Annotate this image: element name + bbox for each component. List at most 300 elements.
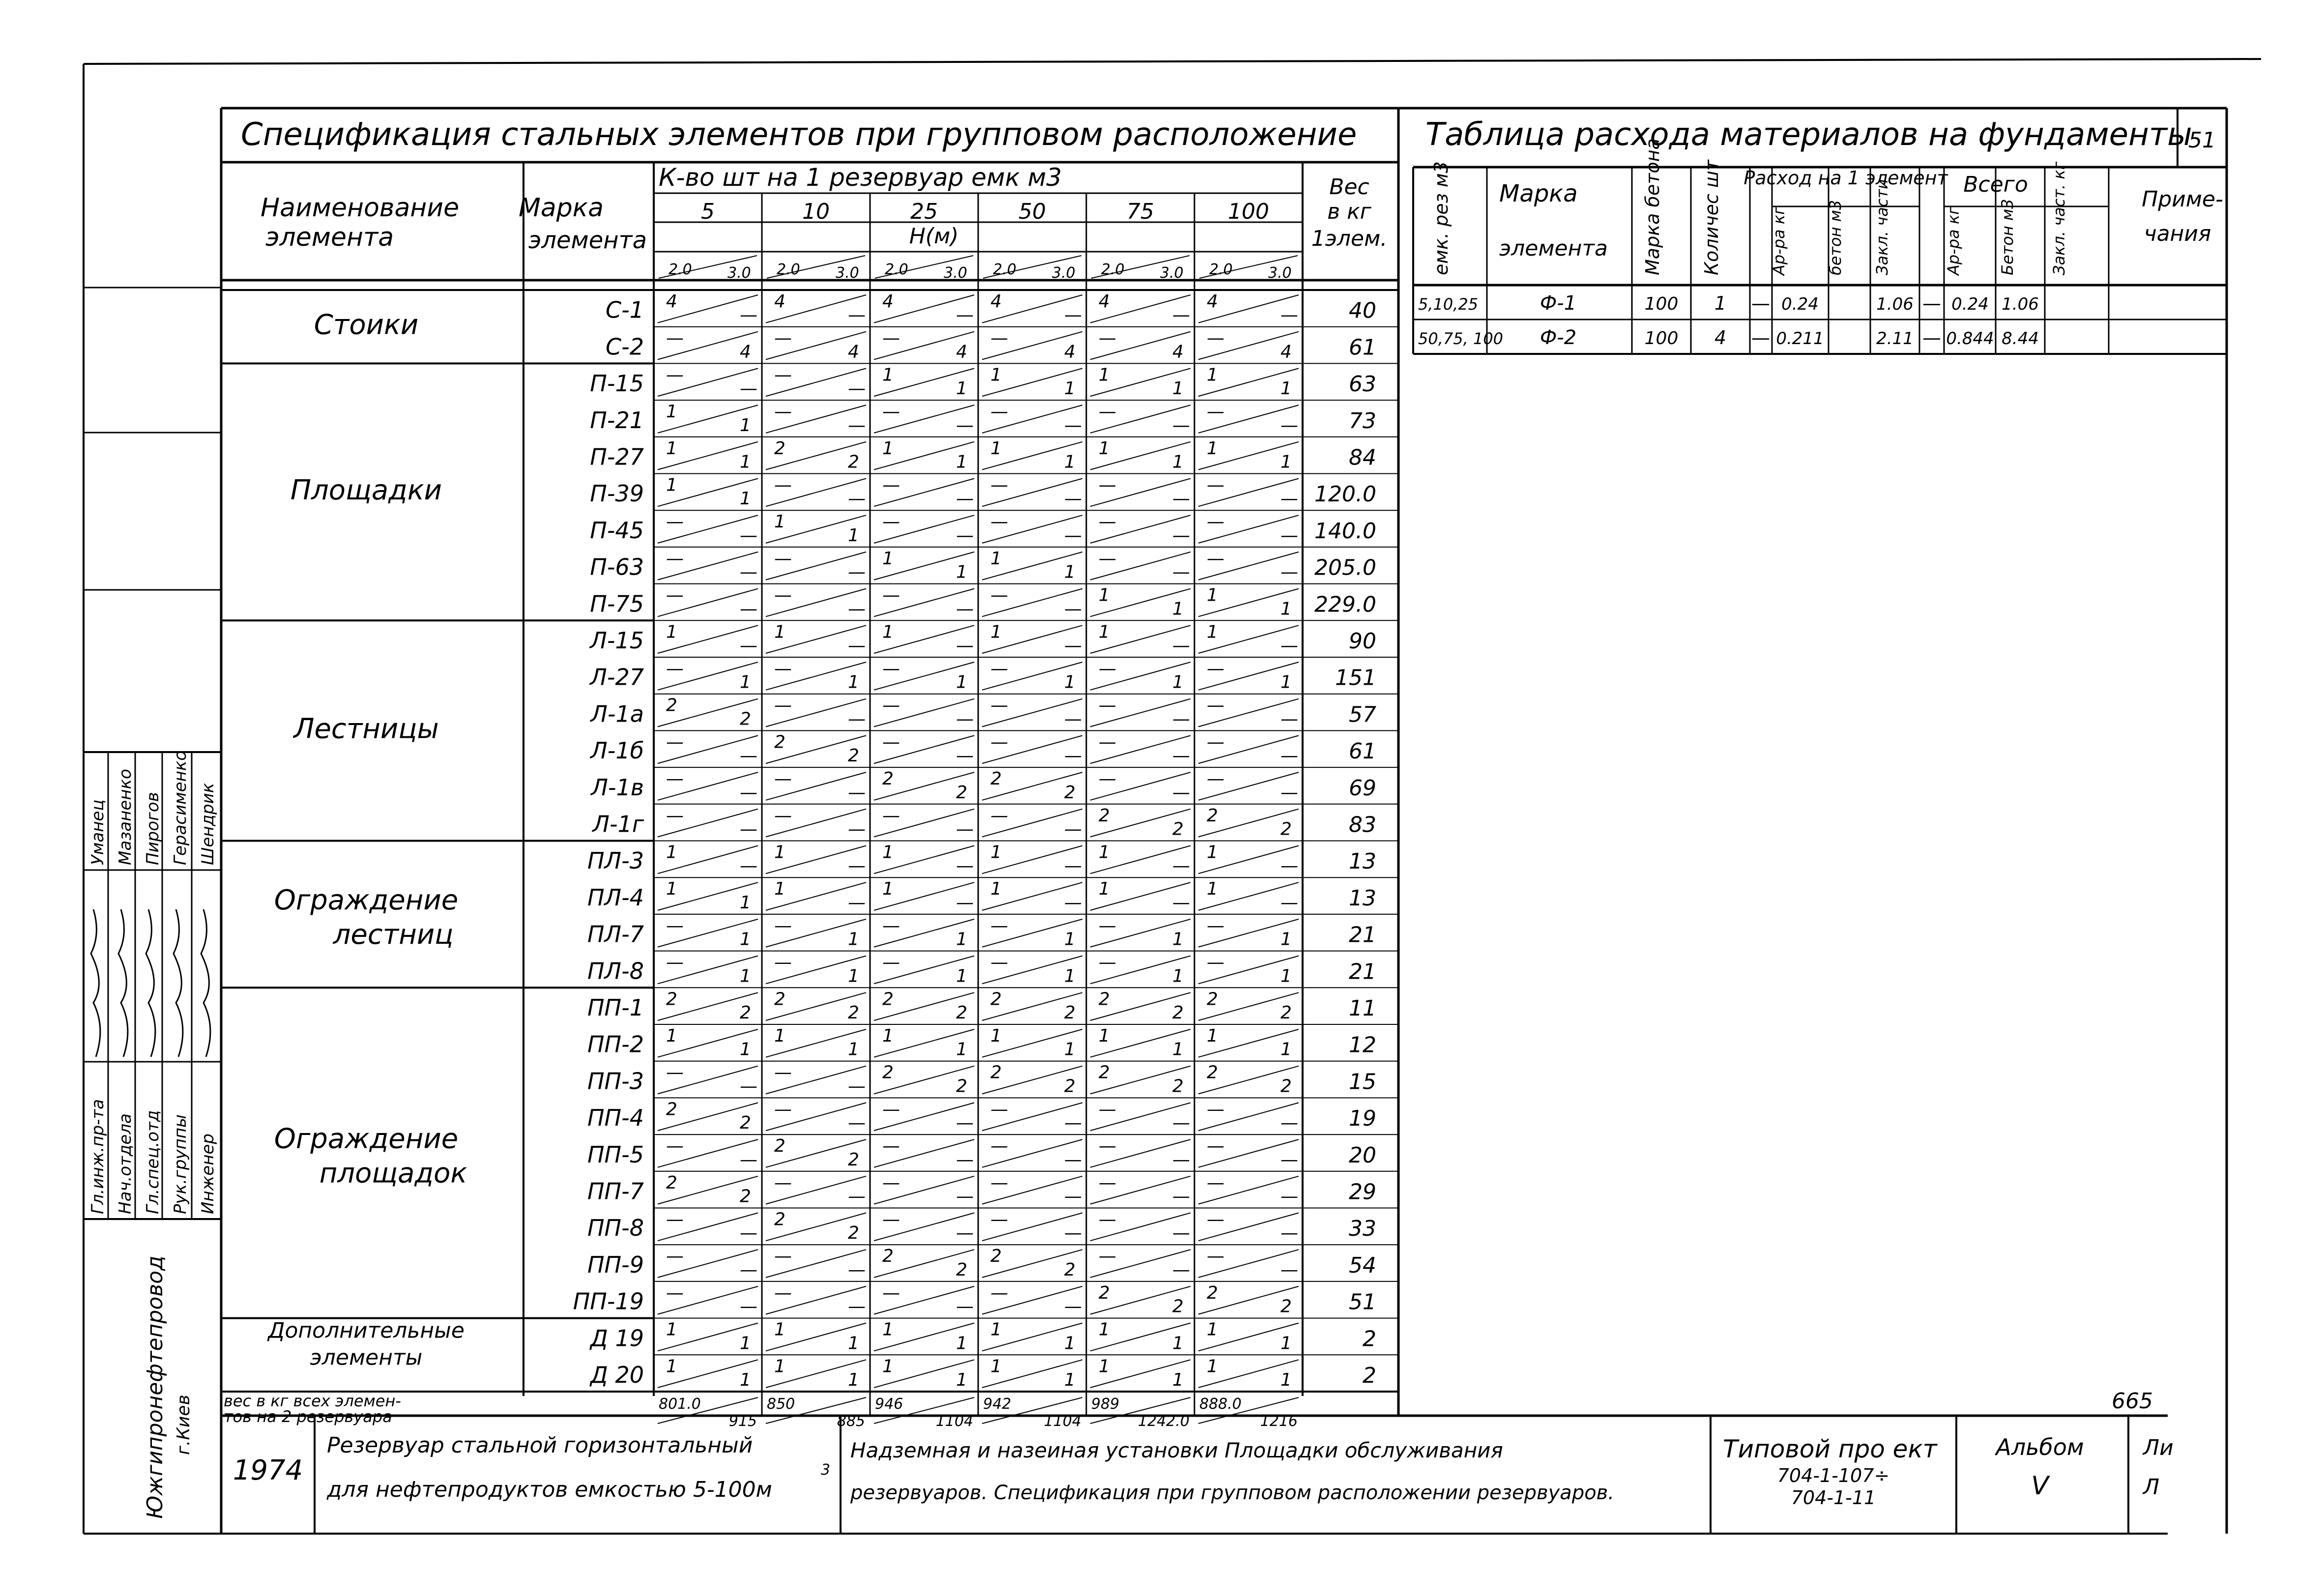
spec-height-sub: 2.0 (1209, 261, 1233, 278)
signature-mark (91, 909, 100, 1057)
spec-qty-h2: — (1207, 402, 1224, 422)
spec-qty-h3: 1 (1064, 378, 1075, 399)
spec-qty-h2: — (774, 365, 792, 385)
spec-qty-h3: 2 (740, 709, 751, 729)
spec-qty-h3: — (848, 1113, 866, 1134)
spec-group-name: Стоики (314, 309, 419, 341)
spec-qty-h2: — (1099, 512, 1116, 532)
spec-qty-h3: — (740, 562, 757, 582)
spec-qty-h3: — (1172, 1186, 1190, 1207)
spec-qty-h3: — (1064, 856, 1082, 876)
spec-qty-h3: — (956, 709, 974, 729)
spec-qty-h2: 2 (774, 732, 785, 753)
spec-mark-cell: Д 20 (590, 1362, 644, 1388)
spec-qty-h2: 2 (882, 769, 894, 789)
spec-qty-h2: — (1207, 695, 1224, 716)
spec-qty-h2: 1 (990, 1356, 1002, 1377)
stamp-org: Южгипронефтепровод (143, 1255, 168, 1519)
spec-weight-cell: 90 (1349, 629, 1376, 654)
spec-qty-h2: — (774, 659, 792, 679)
spec-qty-h2: — (774, 548, 792, 569)
foundation-total-beton-cell: 0.24 (1951, 294, 1989, 314)
spec-weight-cell: 20 (1349, 1142, 1376, 1168)
spec-qty-h2: — (666, 732, 684, 753)
spec-mark-cell: С-1 (606, 296, 644, 323)
stamp-project-label: Типовой про ект (1723, 1435, 1937, 1463)
signoff-role: Инженер (198, 1134, 218, 1214)
spec-qty-h2: — (990, 402, 1008, 422)
spec-qty-h3: — (1280, 1259, 1298, 1280)
spec-mark-cell: П-15 (590, 370, 644, 397)
foundation-zakl-cell: 1.06 (1876, 294, 1914, 314)
spec-qty-h2: — (666, 1246, 684, 1267)
spec-qty-h3: — (1064, 1223, 1082, 1244)
spec-capacity-label: 50 (1018, 199, 1046, 224)
spec-qty-h2: — (774, 402, 792, 422)
spec-mark-cell: ПП-3 (587, 1068, 644, 1095)
spec-qty-h3: — (956, 892, 974, 913)
foundation-total-arm-cell: — (1922, 292, 1941, 314)
spec-qty-h3: 1 (848, 672, 859, 693)
spec-qty-h3: — (1280, 856, 1298, 876)
spec-qty-h3: 1 (956, 1370, 967, 1390)
spec-qty-h3: — (1172, 636, 1190, 656)
spec-mark-cell: ПЛ-3 (587, 847, 644, 874)
spec-capacity-label: 100 (1228, 199, 1269, 224)
spec-qty-h2: — (666, 1062, 684, 1083)
spec-qty-h3: 1 (740, 892, 751, 913)
spec-weight-cell: 205.0 (1314, 555, 1376, 581)
spec-mark-cell: ПП-5 (587, 1141, 644, 1168)
spec-qty-h2: 1 (1207, 1319, 1218, 1340)
foundation-header-notes: Приме- (2142, 187, 2223, 212)
foundation-arm-cell: — (1751, 292, 1770, 314)
foundation-title: Таблица расхода материалов на фундаменты (1425, 116, 2192, 153)
spec-qty-h3: 1 (740, 1333, 751, 1354)
spec-qty-h3: 1 (1172, 966, 1184, 987)
spec-qty-h3: — (1172, 856, 1190, 876)
spec-height-sub: 2.0 (777, 261, 800, 278)
spec-qty-h2: 1 (774, 512, 785, 532)
spec-qty-h3: 1 (740, 1039, 751, 1060)
spec-qty-h2: 1 (990, 548, 1002, 569)
signoff-name: Герасименко (171, 750, 190, 865)
spec-qty-h3: 2 (1172, 819, 1184, 840)
foundation-header-notes: чания (2144, 221, 2211, 246)
spec-qty-h3: — (956, 1223, 974, 1244)
spec-qty-h2: — (1099, 1099, 1116, 1120)
spec-qty-h2: 1 (774, 1026, 785, 1046)
spec-qty-h3: — (1064, 305, 1082, 325)
spec-qty-h3: — (1172, 1223, 1190, 1244)
spec-qty-h3: 1 (848, 1333, 859, 1354)
foundation-zakl-cell: 2.11 (1876, 329, 1914, 349)
spec-qty-h3: 2 (848, 746, 859, 766)
spec-mark-cell: П-27 (590, 443, 644, 470)
spec-qty-h2: — (666, 1209, 684, 1230)
spec-qty-h3: 2 (848, 1149, 859, 1170)
spec-qty-h2: 1 (882, 622, 894, 642)
spec-qty-h2: 2 (1207, 1062, 1218, 1083)
foundation-header-qty: Количес шт (1701, 160, 1722, 275)
spec-qty-h3: 4 (1172, 342, 1184, 362)
spec-qty-h2: — (990, 952, 1008, 973)
spec-qty-h3: — (956, 415, 974, 436)
spec-qty-h2: 1 (666, 1026, 677, 1046)
spec-qty-h2: 1 (882, 548, 894, 569)
spec-qty-h3: — (1280, 1186, 1298, 1207)
spec-qty-h3: 2 (740, 1113, 751, 1134)
spec-qty-h2: — (1207, 328, 1224, 349)
spec-qty-h2: — (1099, 915, 1116, 936)
foundation-mark-cell: Ф-2 (1540, 326, 1577, 349)
spec-qty-h3: 2 (1280, 819, 1292, 840)
spec-qty-h2: 2 (990, 1062, 1002, 1083)
spec-qty-h2: 1 (990, 879, 1002, 900)
spec-qty-h3: — (1280, 562, 1298, 582)
spec-qty-h3: — (1280, 782, 1298, 803)
spec-qty-h3: 1 (740, 452, 751, 472)
spec-weight-cell: 13 (1349, 849, 1376, 874)
spec-qty-h3: 1 (1172, 929, 1184, 950)
spec-qty-h2: — (1207, 1209, 1224, 1230)
spec-qty-h3: 1 (1064, 929, 1075, 950)
stamp-album-label: Альбом (1996, 1434, 2084, 1460)
spec-mark-cell: Л-27 (590, 664, 644, 691)
spec-qty-h2: 1 (774, 1356, 785, 1377)
spec-qty-h3: 2 (848, 1003, 859, 1023)
spec-qty-h3: — (740, 305, 757, 325)
spec-qty-h2: 2 (774, 1136, 785, 1157)
spec-group-name: Ограждение (274, 884, 459, 916)
spec-qty-h3: — (740, 599, 757, 619)
spec-qty-h3: 1 (1280, 929, 1292, 950)
spec-weight-cell: 61 (1349, 335, 1376, 360)
spec-qty-h3: 1 (740, 415, 751, 436)
foundation-mark-cell: Ф-1 (1540, 292, 1577, 315)
spec-qty-h3: 1 (956, 1333, 967, 1354)
spec-qty-h2: 1 (1099, 585, 1110, 606)
spec-qty-h3: — (956, 746, 974, 766)
spec-qty-h2: 1 (1099, 365, 1110, 385)
spec-qty-h3: — (740, 1076, 757, 1097)
spec-qty-h3: 1 (1172, 1039, 1184, 1060)
spec-qty-h2: — (1099, 659, 1116, 679)
spec-qty-h3: 1 (1280, 378, 1292, 399)
spec-qty-h2: — (1207, 732, 1224, 753)
spec-qty-h2: 1 (1099, 879, 1110, 900)
spec-qty-h3: 1 (740, 929, 751, 950)
spec-qty-h3: 1 (1064, 1039, 1075, 1060)
spec-weight-cell: 151 (1335, 665, 1376, 691)
spec-height-sub: 2.0 (668, 261, 692, 278)
spec-mark-cell: ПЛ-4 (587, 884, 644, 911)
stamp-sheet-value: Л (2143, 1475, 2160, 1500)
spec-qty-h2: 1 (1099, 438, 1110, 459)
spec-qty-h2: 1 (1207, 438, 1218, 459)
spec-qty-h2: — (882, 952, 900, 973)
spec-qty-h2: — (666, 952, 684, 973)
spec-qty-h3: — (1280, 746, 1298, 766)
spec-title: Спецификация стальных элементов при групповом расположение (241, 116, 1357, 153)
spec-qty-h2: — (990, 1209, 1008, 1230)
spec-weight-cell: 40 (1349, 298, 1376, 323)
spec-total-h3: 1104 (1044, 1413, 1081, 1430)
spec-qty-h3: 1 (956, 672, 967, 693)
spec-qty-h3: — (1280, 415, 1298, 436)
spec-header-mark: Марка (519, 193, 604, 223)
spec-qty-h2: — (882, 695, 900, 716)
spec-qty-h3: 1 (1280, 599, 1292, 619)
spec-qty-h3: — (848, 636, 866, 656)
signoff-name: Шендрик (198, 783, 218, 865)
spec-qty-h3: — (1064, 415, 1082, 436)
spec-qty-h3: 2 (956, 1003, 967, 1023)
stamp-album-value: V (2031, 1471, 2049, 1501)
spec-qty-h3: — (956, 525, 974, 546)
spec-qty-h3: — (1172, 746, 1190, 766)
spec-qty-h2: — (666, 328, 684, 349)
spec-qty-h3: 2 (1064, 1259, 1075, 1280)
foundation-cap-cell: 50,75, 100 (1418, 329, 1504, 348)
spec-qty-h2: — (774, 695, 792, 716)
spec-qty-h2: — (1207, 1172, 1224, 1193)
spec-mark-cell: ПП-7 (587, 1178, 644, 1205)
spec-qty-h2: — (666, 805, 684, 826)
spec-qty-h3: — (1280, 892, 1298, 913)
spec-qty-h2: — (1207, 659, 1224, 679)
spec-qty-h3: 1 (1280, 672, 1292, 693)
spec-qty-h3: 1 (1064, 562, 1075, 582)
spec-qty-h2: 1 (1099, 1319, 1110, 1340)
spec-qty-h3: 2 (1064, 1003, 1075, 1023)
spec-qty-h2: — (666, 512, 684, 532)
spec-qty-h2: — (1099, 402, 1116, 422)
spec-weight-cell: 61 (1349, 739, 1376, 764)
spec-qty-h2: — (882, 475, 900, 495)
spec-qty-h2: — (1099, 769, 1116, 789)
foundation-header-cap: емк. рез м3 (1430, 161, 1452, 275)
spec-qty-h3: — (956, 1113, 974, 1134)
spec-qty-h2: 1 (1207, 1026, 1218, 1046)
spec-qty-h3: 2 (956, 782, 967, 803)
spec-qty-h3: 1 (848, 525, 859, 546)
spec-qty-h2: 1 (882, 879, 894, 900)
spec-qty-h3: — (1172, 1113, 1190, 1134)
spec-qty-h2: 1 (990, 842, 1002, 863)
spec-qty-h2: 1 (1207, 842, 1218, 863)
spec-qty-h3: — (1172, 525, 1190, 546)
spec-weight-cell: 29 (1349, 1179, 1376, 1205)
spec-qty-h3: 1 (1064, 1333, 1075, 1354)
foundation-total-zakl-cell: 1.06 (2002, 294, 2039, 314)
spec-group-name: площадок (319, 1157, 467, 1190)
spec-mark-cell: ПП-4 (587, 1105, 644, 1132)
foundation-arm-cell: — (1751, 327, 1770, 349)
spec-mark-cell: ПП-1 (587, 994, 644, 1021)
spec-qty-h2: 1 (990, 365, 1002, 385)
spec-capacity-label: 10 (802, 199, 830, 224)
spec-qty-h2: 1 (1207, 622, 1218, 642)
spec-qty-h3: — (740, 1296, 757, 1317)
spec-total-h2: 946 (875, 1396, 903, 1413)
spec-qty-h2: 1 (1207, 1356, 1218, 1377)
spec-qty-h3: — (740, 819, 757, 840)
spec-qty-h3: — (848, 819, 866, 840)
signature-mark (118, 909, 128, 1057)
spec-header-name: элемента (265, 223, 394, 252)
spec-qty-h2: 2 (1099, 1282, 1110, 1303)
spec-qty-h2: — (990, 1136, 1008, 1157)
spec-qty-h2: 1 (990, 438, 1002, 459)
stamp-code: 665 (2112, 1389, 2153, 1414)
spec-qty-h3: — (1280, 1113, 1298, 1134)
spec-qty-h2: 2 (666, 695, 677, 716)
spec-total-h2: 801.0 (659, 1396, 701, 1413)
spec-qty-h2: 2 (882, 1246, 894, 1267)
spec-qty-h2: — (666, 585, 684, 606)
spec-qty-h3: — (848, 709, 866, 729)
spec-mark-cell: Л-1а (590, 700, 644, 727)
spec-qty-h3: — (848, 489, 866, 509)
spec-qty-h3: — (1064, 709, 1082, 729)
spec-qty-h2: 2 (1207, 805, 1218, 826)
spec-qty-h3: — (740, 1149, 757, 1170)
spec-qty-h2: — (990, 1282, 1008, 1303)
spec-qty-h3: 1 (848, 1370, 859, 1390)
spec-qty-h2: — (882, 1099, 900, 1120)
spec-qty-h3: — (1064, 489, 1082, 509)
spec-qty-h3: 1 (1064, 1370, 1075, 1390)
spec-qty-h2: 1 (1099, 1356, 1110, 1377)
spec-qty-h3: 2 (740, 1003, 751, 1023)
spec-qty-h3: — (1064, 1149, 1082, 1170)
stamp-desc: Резервуар стальной горизонтальный (327, 1433, 753, 1458)
spec-qty-h2: 2 (666, 1172, 677, 1193)
spec-qty-h2: 1 (666, 402, 677, 422)
stamp-org-city: г.Киев (174, 1395, 194, 1455)
spec-weight-cell: 2 (1363, 1363, 1376, 1388)
spec-group-name: лестниц (333, 918, 454, 951)
spec-weight-cell: 140.0 (1314, 518, 1376, 544)
signature-mark (174, 909, 183, 1057)
foundation-header-mark: Марка (1499, 180, 1578, 207)
foundation-header-per-el: Расход на 1 элемент (1743, 167, 1948, 189)
spec-qty-h3: 4 (848, 342, 859, 362)
spec-qty-h2: — (990, 512, 1008, 532)
spec-weight-cell: 84 (1349, 445, 1376, 470)
foundation-sub: Ар-ра кг (1944, 206, 1963, 275)
spec-qty-h3: 1 (956, 929, 967, 950)
spec-qty-h2: 2 (1099, 1062, 1110, 1083)
spec-qty-h3: — (1064, 892, 1082, 913)
spec-qty-h2: 1 (666, 879, 677, 900)
spec-qty-h2: — (1207, 1246, 1224, 1267)
spec-mark-cell: П-45 (590, 517, 644, 544)
spec-qty-h3: 2 (848, 452, 859, 472)
spec-total-h3: 1104 (935, 1413, 973, 1430)
spec-qty-h2: — (1099, 1209, 1116, 1230)
spec-mark-cell: П-21 (590, 407, 644, 434)
foundation-header-total: Всего (1963, 172, 2028, 197)
spec-qty-h2: — (774, 1099, 792, 1120)
spec-qty-h3: 4 (956, 342, 967, 362)
spec-qty-h2: — (882, 328, 900, 349)
stamp-sheet-label: Ли (2143, 1435, 2174, 1460)
spec-qty-h2: 1 (774, 879, 785, 900)
spec-qty-h3: 2 (1172, 1296, 1184, 1317)
spec-qty-h2: — (1099, 548, 1116, 569)
spec-qty-h3: 1 (740, 966, 751, 987)
spec-total-h3: 1216 (1260, 1413, 1298, 1430)
spec-qty-h2: 1 (882, 842, 894, 863)
spec-qty-h2: — (1207, 1099, 1224, 1120)
spec-qty-h2: — (666, 1282, 684, 1303)
spec-qty-h3: — (956, 599, 974, 619)
signature-mark (146, 909, 155, 1057)
spec-header-mark: элемента (528, 227, 647, 254)
spec-qty-h3: 2 (740, 1186, 751, 1207)
spec-qty-h3: 2 (1280, 1003, 1292, 1023)
spec-qty-h2: — (666, 769, 684, 789)
spec-qty-h2: 2 (774, 1209, 785, 1230)
page-number: 51 (2188, 128, 2216, 153)
foundation-sub: бетон м3 (1826, 200, 1845, 275)
spec-qty-h3: — (956, 819, 974, 840)
spec-qty-h3: 1 (956, 378, 967, 399)
spec-qty-h3: — (740, 636, 757, 656)
spec-qty-h2: 1 (666, 438, 677, 459)
spec-qty-h3: 2 (1064, 782, 1075, 803)
spec-qty-h2: — (666, 548, 684, 569)
spec-qty-h2: 2 (774, 438, 785, 459)
spec-total-h3: 1242.0 (1138, 1413, 1190, 1430)
spec-height-sub: 2.0 (993, 261, 1017, 278)
spec-qty-h2: 1 (666, 1356, 677, 1377)
spec-mark-cell: ПП-2 (587, 1031, 644, 1058)
spec-qty-h2: — (1099, 1172, 1116, 1193)
spec-qty-h3: 1 (848, 1039, 859, 1060)
spec-height-sub: 3.0 (944, 264, 967, 282)
spec-total-h3: 885 (837, 1413, 865, 1430)
foundation-grade-cell: 100 (1644, 328, 1679, 349)
spec-qty-h3: — (1064, 746, 1082, 766)
spec-qty-h2: 1 (882, 438, 894, 459)
spec-qty-h3: 2 (1064, 1076, 1075, 1097)
spec-qty-h2: — (882, 512, 900, 532)
spec-qty-h2: — (990, 1099, 1008, 1120)
spec-qty-h2: 2 (882, 989, 894, 1010)
spec-height-sub: 3.0 (1052, 264, 1075, 282)
spec-qty-h2: — (882, 1209, 900, 1230)
foundation-sub: Закл. части (1873, 179, 1891, 275)
spec-qty-h3: — (1280, 636, 1298, 656)
spec-qty-h2: — (774, 328, 792, 349)
spec-qty-h2: 1 (882, 1319, 894, 1340)
spec-qty-h3: — (1064, 525, 1082, 546)
spec-qty-h2: — (774, 952, 792, 973)
signoff-name: Мазаненко (116, 769, 135, 865)
spec-qty-h2: — (882, 732, 900, 753)
spec-qty-h2: — (990, 475, 1008, 495)
spec-qty-h2: 2 (1099, 989, 1110, 1010)
spec-qty-h3: — (848, 892, 866, 913)
spec-qty-h2: 4 (990, 291, 1002, 312)
spec-qty-h3: — (956, 1186, 974, 1207)
spec-qty-h2: — (774, 475, 792, 495)
spec-weight-cell: 57 (1349, 702, 1376, 727)
spec-qty-h2: 2 (990, 1246, 1002, 1267)
